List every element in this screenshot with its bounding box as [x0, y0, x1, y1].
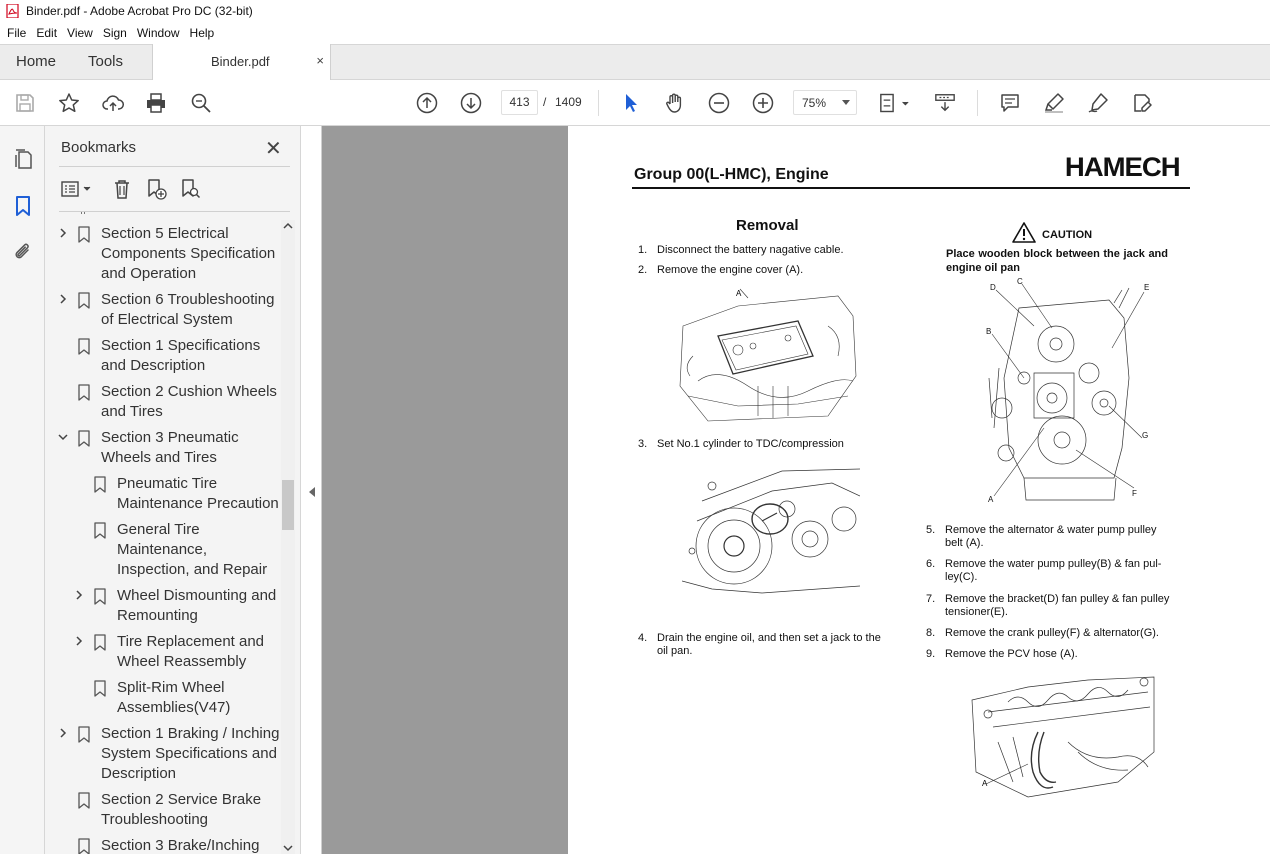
fit-page-icon — [878, 92, 912, 114]
bookmark-label: Maintenance Precaution — [117, 495, 279, 512]
fill-sign-icon — [1131, 92, 1153, 114]
bookmark-label: and Description — [101, 357, 206, 374]
bookmark-label: of Electrical System — [101, 311, 233, 328]
bookmarks-panel — [45, 126, 300, 854]
cloud-upload-icon — [102, 92, 124, 114]
bookmark-item[interactable] — [45, 586, 285, 626]
comment-button[interactable] — [998, 91, 1022, 115]
fig4-label-a: A — [982, 779, 988, 788]
bookmark-label: Wheels and Tires — [101, 449, 217, 466]
bookmarks-panel-button[interactable] — [11, 194, 35, 218]
chevron-down-icon — [842, 100, 850, 105]
bookmark-label: Section 2 Cushion Wheels — [101, 383, 277, 400]
bookmark-icon — [94, 522, 106, 539]
page-separator: / — [543, 95, 547, 109]
hand-tool-button[interactable] — [663, 91, 687, 115]
bookmark-label: Section 6 Troubleshooting — [101, 291, 275, 308]
options-list-icon — [59, 178, 95, 200]
bookmark-item[interactable] — [45, 678, 285, 718]
bookmark-label: General Tire — [117, 521, 200, 538]
previous-page-button[interactable] — [415, 91, 439, 115]
document-view[interactable] — [322, 126, 1270, 854]
collapse-panel-icon[interactable] — [309, 487, 315, 497]
bookmark-icon — [78, 338, 90, 355]
fig3-label-d: D — [990, 283, 996, 292]
chevron-right-icon[interactable] — [57, 293, 69, 305]
fig3-label-c: C — [1017, 278, 1023, 286]
scroll-down-icon[interactable] — [283, 844, 293, 852]
hamech-logo: HAMECH — [1064, 152, 1180, 182]
chevron-right-icon[interactable] — [73, 589, 85, 601]
cursor-arrow-icon — [620, 92, 642, 114]
tab-tools[interactable]: Tools — [88, 53, 124, 70]
bookmark-item[interactable] — [45, 520, 285, 580]
menu-file[interactable]: File — [7, 26, 27, 40]
chevron-right-icon[interactable] — [73, 635, 85, 647]
bookmark-label: System Specifications and — [101, 745, 277, 762]
title-bar — [0, 0, 1270, 22]
bookmark-partial-icon — [81, 212, 85, 214]
bookmark-icon — [94, 680, 106, 697]
pen-sign-icon — [1087, 92, 1109, 114]
bookmarks-title: Bookmarks — [61, 139, 137, 156]
engine-front-figure — [964, 278, 1160, 506]
tab-home[interactable]: Home — [16, 53, 57, 70]
toolbar-divider — [977, 90, 978, 116]
bookmark-label: Split-Rim Wheel — [117, 679, 225, 696]
bookmark-label: Section 5 Electrical — [101, 225, 229, 242]
step-7: 7. Remove the bracket(D) fan pulley & fan pulley tensioner(E). — [926, 593, 1170, 618]
add-bookmark-icon — [145, 178, 167, 200]
save-button[interactable] — [13, 91, 37, 115]
bookmark-item[interactable] — [45, 724, 285, 784]
bookmark-label: Description — [101, 765, 177, 782]
bookmark-label: Troubleshooting — [101, 811, 209, 828]
bookmark-icon — [78, 226, 90, 243]
step-1: 1. Disconnect the battery nagative cable. — [638, 244, 844, 256]
menu-window[interactable]: Window — [136, 26, 180, 40]
tdc-figure — [682, 461, 860, 599]
bookmarks-scrollbar[interactable] — [281, 220, 295, 854]
panel-splitter[interactable] — [300, 126, 322, 854]
divider — [59, 166, 290, 167]
step-5: 5. Remove the alternator & water pump pulley belt (A). — [926, 524, 1157, 549]
bookmark-label: Section 2 Service Brake — [101, 791, 262, 808]
menu-edit[interactable]: Edit — [36, 26, 58, 40]
bookmark-icon — [94, 588, 106, 605]
chevron-down-icon[interactable] — [57, 431, 69, 443]
tab-bar — [0, 44, 1270, 80]
bookmark-search-icon — [179, 178, 201, 200]
bookmark-item[interactable] — [45, 382, 285, 422]
step-2: 2. Remove the engine cover (A). — [638, 264, 804, 276]
bookmark-icon — [78, 792, 90, 809]
printer-icon — [145, 92, 167, 114]
bookmark-icon — [94, 634, 106, 651]
bookmark-label: Inspection, and Repair — [117, 561, 268, 578]
bookmark-label: and Operation — [101, 265, 197, 282]
toolbar — [0, 80, 1270, 126]
trash-icon — [111, 178, 133, 200]
scroll-mode-button[interactable] — [932, 91, 958, 115]
bookmark-label: Section 1 Braking / Inching — [101, 725, 280, 742]
bookmark-label: Pneumatic Tire — [117, 475, 218, 492]
bookmark-label: Remounting — [117, 607, 198, 624]
bookmark-icon — [78, 726, 90, 743]
fig3-label-f: F — [1132, 489, 1137, 498]
page-total: 1409 — [555, 95, 582, 109]
step-4: 4. Drain the engine oil, and then set a jack to the oil pan. — [638, 632, 881, 657]
find-bookmark-button[interactable] — [177, 176, 203, 202]
bookmark-item[interactable] — [45, 836, 285, 854]
bookmark-label: Tire Replacement and — [117, 633, 265, 650]
bookmark-label: Wheel Dismounting and — [117, 587, 277, 604]
page-thumbnails-button[interactable] — [11, 147, 35, 171]
fill-sign-button[interactable] — [1130, 91, 1154, 115]
chevron-right-icon[interactable] — [57, 227, 69, 239]
engine-cover-figure — [678, 286, 858, 424]
zoom-value: 75% — [802, 96, 827, 110]
step-6: 6. Remove the water pump pulley(B) & fan pul- ley(C). — [926, 558, 1162, 583]
star-icon — [58, 92, 80, 114]
zoom-out-button[interactable] — [707, 91, 731, 115]
fig3-label-a: A — [988, 495, 994, 504]
window-title: Binder.pdf - Adobe Acrobat Pro DC (32-bit) — [26, 4, 253, 18]
caution-warning-icon — [1012, 222, 1036, 243]
page-number-input[interactable]: 413 — [501, 90, 538, 115]
bookmark-label: Components Specification — [101, 245, 276, 262]
bookmark-item[interactable] — [45, 290, 285, 330]
caution-text: Place wooden block between the jack and engine oil pan — [946, 248, 1168, 274]
toolbar-divider — [598, 90, 599, 116]
bookmark-label: Wheel Reassembly — [117, 653, 247, 670]
search-icon — [190, 92, 212, 114]
next-page-button[interactable] — [459, 91, 483, 115]
fig1-label-a: A — [736, 289, 742, 298]
minus-circle-icon — [708, 92, 730, 114]
bookmark-options-button[interactable] — [59, 176, 95, 202]
tab-document[interactable] — [152, 44, 331, 80]
bookmark-item[interactable] — [45, 474, 285, 514]
menu-sign[interactable]: Sign — [102, 26, 127, 40]
removal-heading: Removal — [736, 217, 799, 234]
bookmark-item[interactable] — [45, 336, 285, 376]
select-tool-button[interactable] — [619, 91, 643, 115]
paperclip-icon — [12, 241, 34, 263]
bookmark-label: and Tires — [101, 403, 163, 420]
favorite-button[interactable] — [57, 91, 81, 115]
bookmark-icon — [78, 384, 90, 401]
upload-button[interactable] — [101, 91, 125, 115]
close-tab-button[interactable]: × — [316, 53, 324, 68]
caution-title: CAUTION — [1042, 229, 1093, 241]
zoom-in-button[interactable] — [751, 91, 775, 115]
pages-icon — [12, 148, 34, 170]
arrow-up-circle-icon — [416, 92, 438, 114]
bookmark-icon — [78, 292, 90, 309]
close-bookmarks-button[interactable]: ✕ — [265, 138, 282, 160]
bookmark-icon — [94, 476, 106, 493]
plus-circle-icon — [752, 92, 774, 114]
highlighter-icon — [1043, 92, 1065, 114]
save-icon — [14, 92, 36, 114]
menu-help[interactable]: Help — [189, 26, 215, 40]
bookmark-label: Assemblies(V47) — [117, 699, 231, 716]
bookmark-item[interactable] — [45, 790, 285, 830]
highlight-button[interactable] — [1042, 91, 1066, 115]
page-fit-button[interactable] — [877, 91, 913, 115]
bookmark-item[interactable] — [45, 632, 285, 672]
page-header-title: Group 00(L-HMC), Engine — [634, 166, 829, 183]
bookmark-icon — [12, 195, 34, 217]
find-button[interactable] — [189, 91, 213, 115]
bookmark-label: Section 3 Pneumatic — [101, 429, 239, 446]
bookmark-label: Section 1 Specifications — [101, 337, 261, 354]
bookmark-icon — [78, 430, 90, 447]
step-8: 8. Remove the crank pulley(F) & alternator(G). — [926, 627, 1159, 639]
navigation-rail — [0, 126, 45, 854]
attachments-button[interactable] — [11, 240, 35, 264]
bookmark-item[interactable] — [45, 224, 285, 284]
pdf-page — [568, 126, 1270, 854]
step-3: 3. Set No.1 cylinder to TDC/compression — [638, 438, 844, 450]
bookmark-icon — [78, 838, 90, 854]
menu-bar — [0, 22, 1270, 44]
fig3-label-g: G — [1142, 431, 1149, 440]
scroll-up-icon[interactable] — [283, 222, 293, 230]
new-bookmark-button[interactable] — [143, 176, 169, 202]
pcv-hose-figure — [968, 672, 1156, 804]
bookmark-label: Section 3 Brake/Inching — [101, 837, 260, 854]
delete-bookmark-button[interactable] — [109, 176, 135, 202]
step-9: 9. Remove the PCV hose (A). — [926, 648, 1078, 660]
draw-button[interactable] — [1086, 91, 1110, 115]
bookmark-list — [45, 212, 285, 854]
hand-icon — [664, 92, 686, 114]
bookmarks-toolbar — [59, 173, 290, 205]
arrow-down-circle-icon — [460, 92, 482, 114]
bookmark-label: Maintenance, — [117, 541, 208, 558]
print-button[interactable] — [144, 91, 168, 115]
comment-icon — [999, 92, 1021, 114]
zoom-select[interactable] — [793, 90, 857, 115]
acrobat-icon — [6, 4, 20, 18]
chevron-right-icon[interactable] — [57, 727, 69, 739]
tab-document-label: Binder.pdf — [211, 54, 270, 69]
fig3-label-e: E — [1144, 283, 1150, 292]
header-rule — [632, 187, 1190, 189]
bookmark-item[interactable] — [45, 428, 285, 468]
scroll-mode-icon — [934, 92, 956, 114]
scrollbar-thumb[interactable] — [282, 480, 294, 530]
fig3-label-b: B — [986, 327, 992, 336]
menu-view[interactable]: View — [67, 26, 93, 40]
